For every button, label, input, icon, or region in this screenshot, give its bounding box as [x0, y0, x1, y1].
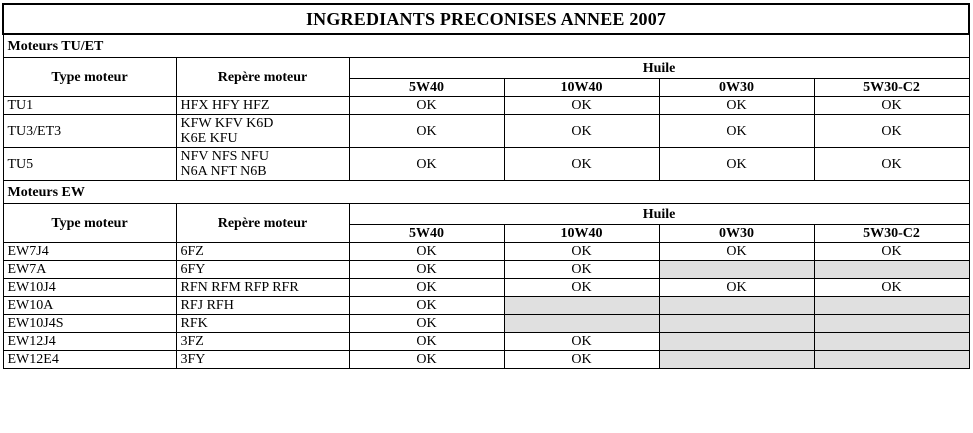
oil-compat-cell: [504, 315, 659, 333]
section-row: [3, 181, 969, 204]
engine-type: TU3/ET3: [3, 115, 176, 148]
oil-compat-cell: OK: [349, 148, 504, 181]
engine-code-line: 3FZ: [180, 334, 204, 349]
oil-compat-cell: OK: [504, 148, 659, 181]
oil-compat-cell: OK: [349, 97, 504, 115]
oil-grade-header: 5W30-C2: [814, 225, 969, 243]
section-title: Moteurs TU/ET: [3, 34, 969, 58]
engine-code: [176, 243, 349, 261]
engine-type: EW10A: [3, 297, 176, 315]
oil-compat-cell: [659, 333, 814, 351]
engine-code-line: RFN RFM RFP RFR: [180, 280, 299, 295]
oil-compat-cell: [814, 297, 969, 315]
oil-compat-cell: OK: [814, 148, 969, 181]
oil-compat-cell: OK: [349, 279, 504, 297]
table-row: [3, 333, 969, 351]
oil-compat-cell: [504, 297, 659, 315]
engine-type: TU5: [3, 148, 176, 181]
oil-grade-header: 0W30: [659, 225, 814, 243]
engine-code-line: RFK: [180, 316, 208, 331]
oil-compat-cell: [814, 315, 969, 333]
engine-code: [176, 351, 349, 369]
engine-code-line: HFX HFY HFZ: [180, 98, 270, 113]
header-row: [3, 58, 969, 79]
oil-compat-cell: OK: [349, 351, 504, 369]
engine-code: [176, 315, 349, 333]
engine-code: [176, 97, 349, 115]
engine-type: EW10J4: [3, 279, 176, 297]
oil-compat-cell: [659, 351, 814, 369]
oil-compat-cell: OK: [349, 261, 504, 279]
trailing-space: [3, 369, 969, 380]
oil-compat-cell: OK: [814, 115, 969, 148]
repere-moteur-header: Repère moteur: [176, 204, 349, 243]
section-row: [3, 34, 969, 58]
oil-grade-header: 10W40: [504, 225, 659, 243]
table-row: [3, 351, 969, 369]
section-title: Moteurs EW: [3, 181, 969, 204]
oil-compat-cell: OK: [504, 97, 659, 115]
engine-type: EW10J4S: [3, 315, 176, 333]
oil-compat-cell: OK: [504, 333, 659, 351]
engine-type: EW7J4: [3, 243, 176, 261]
oil-compat-cell: OK: [504, 351, 659, 369]
oil-compat-cell: OK: [659, 148, 814, 181]
engine-code-line: 6FY: [180, 262, 206, 277]
huile-header: Huile: [349, 204, 969, 225]
oil-compat-cell: OK: [349, 333, 504, 351]
oil-compat-cell: [659, 297, 814, 315]
table-row: [3, 279, 969, 297]
table-row: [3, 261, 969, 279]
blank-cell: [3, 369, 969, 380]
table-row: [3, 115, 969, 148]
table-row: [3, 297, 969, 315]
engine-code-line: NFV NFS NFU: [180, 149, 269, 164]
oil-compat-cell: [814, 351, 969, 369]
engine-code: [176, 297, 349, 315]
table-row: [3, 315, 969, 333]
engine-type: EW12E4: [3, 351, 176, 369]
engine-code: [176, 279, 349, 297]
oil-compat-cell: [659, 315, 814, 333]
engine-code-line: K6E KFU: [180, 131, 238, 146]
document-frame: [2, 3, 968, 433]
oil-compat-cell: OK: [814, 97, 969, 115]
oil-compat-cell: OK: [349, 297, 504, 315]
engine-code-line: RFJ RFH: [180, 298, 234, 313]
oil-compat-cell: [814, 261, 969, 279]
engine-code: [176, 148, 349, 181]
oil-compat-cell: OK: [349, 243, 504, 261]
oil-compat-cell: OK: [814, 279, 969, 297]
oil-grade-header: 10W40: [504, 79, 659, 97]
oil-compat-cell: OK: [659, 115, 814, 148]
oil-compat-cell: OK: [349, 115, 504, 148]
repere-moteur-header: Repère moteur: [176, 58, 349, 97]
engine-code-line: 6FZ: [180, 244, 204, 259]
header-row: [3, 204, 969, 225]
engine-code-line: KFW KFV K6D: [180, 116, 274, 131]
oil-compat-cell: OK: [504, 115, 659, 148]
engine-type: EW7A: [3, 261, 176, 279]
oil-compat-cell: OK: [504, 279, 659, 297]
type-moteur-header: Type moteur: [3, 58, 176, 97]
page-title: INGREDIANTS PRECONISES ANNEE 2007: [3, 4, 969, 34]
engine-type: TU1: [3, 97, 176, 115]
ingredients-table: [2, 3, 970, 379]
engine-code: [176, 115, 349, 148]
engine-type: EW12J4: [3, 333, 176, 351]
table-row: [3, 148, 969, 181]
table-row: [3, 243, 969, 261]
table-row: [3, 97, 969, 115]
title-row: [3, 4, 969, 34]
engine-code-line: 3FY: [180, 352, 206, 367]
engine-code: [176, 333, 349, 351]
oil-compat-cell: [659, 261, 814, 279]
type-moteur-header: Type moteur: [3, 204, 176, 243]
oil-compat-cell: OK: [659, 279, 814, 297]
huile-header: Huile: [349, 58, 969, 79]
oil-compat-cell: OK: [504, 261, 659, 279]
oil-grade-header: 5W30-C2: [814, 79, 969, 97]
oil-compat-cell: OK: [814, 243, 969, 261]
oil-grade-header: 5W40: [349, 79, 504, 97]
engine-code: [176, 261, 349, 279]
engine-code-line: N6A NFT N6B: [180, 164, 267, 179]
oil-compat-cell: OK: [349, 315, 504, 333]
oil-compat-cell: OK: [659, 243, 814, 261]
oil-compat-cell: [814, 333, 969, 351]
oil-compat-cell: OK: [504, 243, 659, 261]
oil-grade-header: 5W40: [349, 225, 504, 243]
oil-compat-cell: OK: [659, 97, 814, 115]
oil-grade-header: 0W30: [659, 79, 814, 97]
